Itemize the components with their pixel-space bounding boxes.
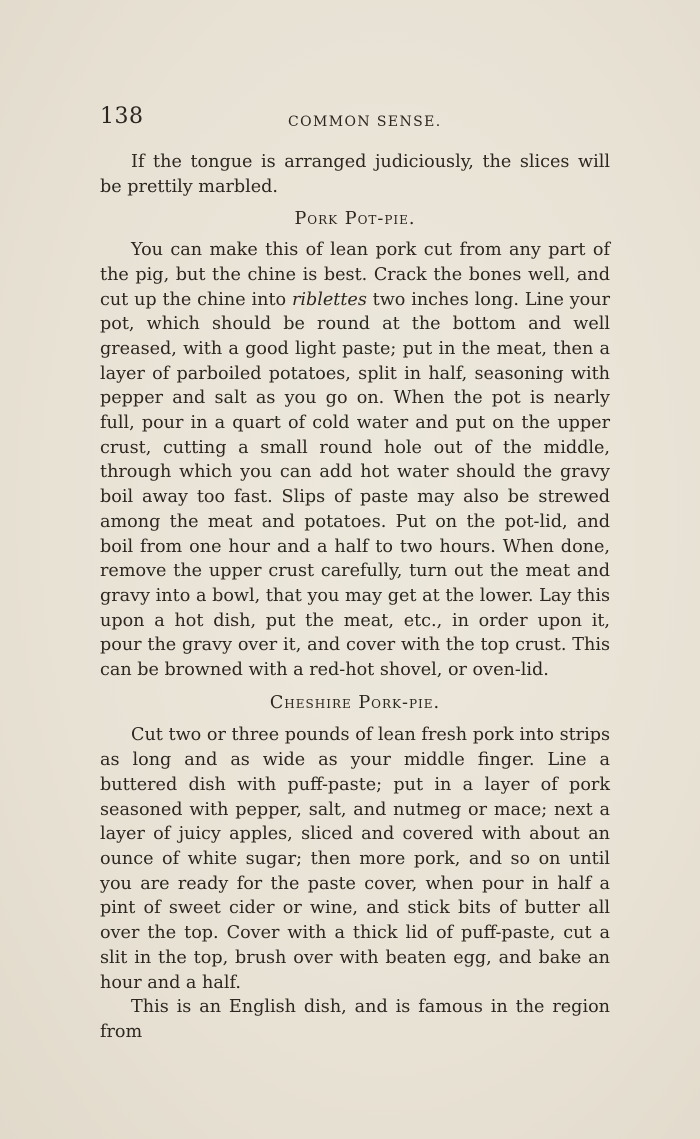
section-title-cheshire-pork-pie: Cheshire Pork-pie. (269, 692, 441, 713)
paragraph-text: two inches long. Line your pot, which should be round at the bottom and well greased, with a good light paste; put in the meat, then a layer of parboiled potatoes, split in half, seasoning with pepper and salt as you go on. When the pot is nearly full, pour in a quart of cold water and put on the upper crust, cutting a small round hole out of the middle, through which you can add hot water should the gravy boil away too fast. Slips of paste may also be strewed among the meat and potatoes. Put on the pot-lid, and boil from one hour and a half to two hours. When done, remove the upper crust carefully, turn out the meat and gravy into a bowl, that you may get at the lower. Lay this upon a hot dish, put the meat, etc., in order upon it, pour the gravy over it, and cover with the top crust. This can be browned with a red-hot shovel, or oven-lid. (100, 289, 610, 681)
cheshire-pork-pie-paragraph: Cut two or three pounds of lean fresh pork into strips as long and as wide as your middle finger. Line a buttered dish with puff-paste; put in a layer of pork seasoned with pepper, salt, and nutmeg or mace; next a layer of juicy apples, sliced and covered with about an ounce of white sugar; then more pork, and so on until you are ready for the paste cover, when pour in half a pint of sweet cider or wine, and stick bits of butter all over the top. Cover with a thick lid of puff-paste, cut a slit in the top, brush over with beaten egg, and bake an hour and a half. (100, 725, 610, 993)
page-body (100, 150, 610, 1045)
closing-paragraph: This is an English dish, and is famous in the region from (100, 997, 610, 1042)
running-head: COMMON SENSE. (288, 114, 442, 130)
paragraph-text: You can make this of lean pork cut from any part of the pig, but the chine is best. Crack the bones well, and cut up the chine into (100, 240, 610, 310)
section-title-pork-pot-pie: Pork Pot-pie. (294, 209, 416, 230)
intro-paragraph: If the tongue is arranged judiciously, the slices will be prettily marbled. (100, 152, 610, 197)
page-header (100, 100, 610, 136)
page-number: 138 (100, 104, 144, 129)
italic-term: riblettes (291, 289, 367, 310)
pork-pot-pie-paragraph (100, 238, 610, 683)
